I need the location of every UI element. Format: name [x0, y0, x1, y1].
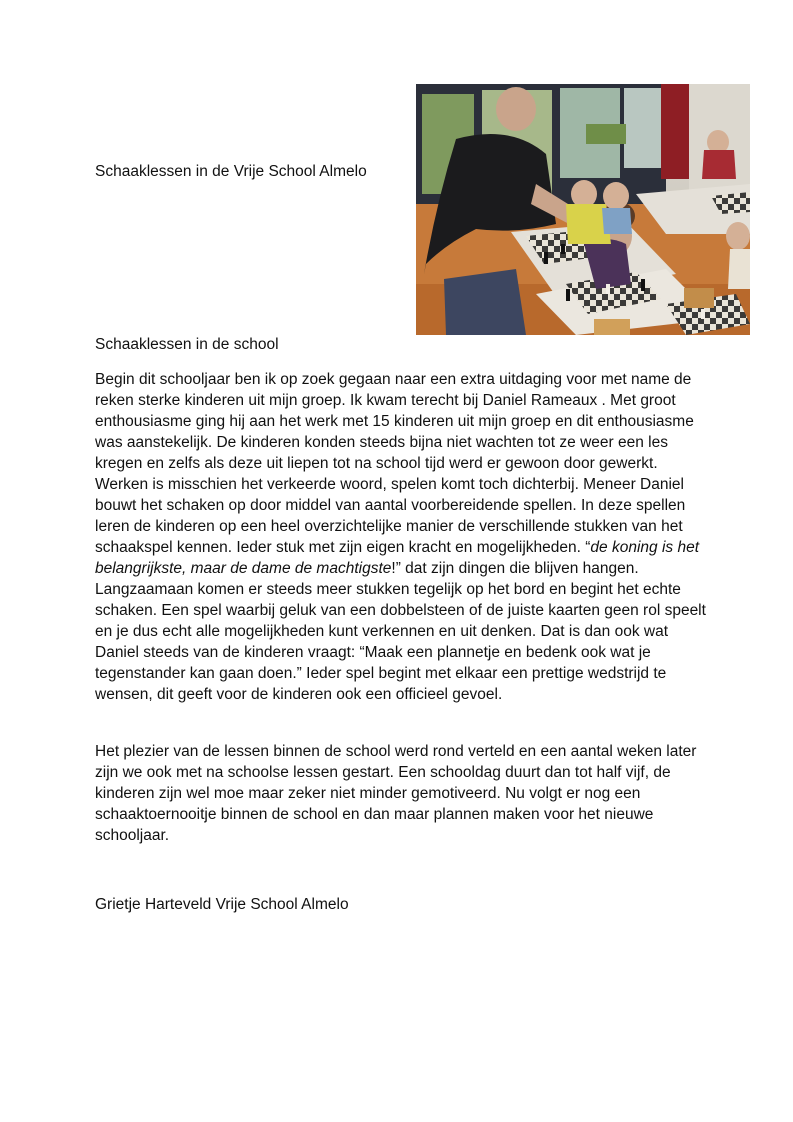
paragraph-1-text-start: Begin dit schooljaar ben ik op zoek gegaan naar een extra uitdaging voor met name de reken sterke kinderen uit mijn groep. Ik kwam terecht bij Daniel Rameaux . Met groot enthousiasme ging hij aan het werk met 15 kinderen uit mijn groep en dit enthousiasme was aanstekelijk. De kinderen konden steeds bijna niet wachten tot ze weer een les kregen en zelfs als deze uit liepen tot na school tijd werd er gewoon door gewerkt. Werken is misschien het verkeerde woord, spelen komt toch dichterbij. Meneer Daniel bouwt het schaken op door middel van aantal voorbereidende spellen. In deze spellen leren de kinderen op een heel overzichtelijke manier de verschillende stukken van het schaakspel kennen. Ieder stuk met zijn eigen kracht en mogelijkheden. “ [95, 371, 694, 556]
author-signature: Grietje Harteveld Vrije School Almelo [95, 896, 349, 913]
chess-lesson-photo [416, 84, 750, 335]
body-paragraph-2: Het plezier van de lessen binnen de school werd rond verteld en een aantal weken later zijn we ook met na schoolse lessen gestart. Een schooldag duurt dan tot half vijf, de kinderen zijn wel moe maar zeker niet minder gemotiveerd. Nu volgt er nog een schaaktoernooitje binnen de school en dan maar plannen maken voor het nieuwe schooljaar. [95, 743, 697, 844]
document-title: Schaaklessen in de Vrije School Almelo [95, 163, 367, 180]
quote-italic: de koning is het belangrijkste, maar de dame de machtigste [95, 539, 699, 577]
section-title: Schaaklessen in de school [95, 336, 279, 353]
body-paragraph-1 [95, 369, 715, 705]
paragraph-1-text-end: !” dat zijn dingen die blijven hangen. Langzaamaan komen er steeds meer stukken tegelijk op het bord en begint het echte schaken. Een spel waarbij geluk van een dobbelsteen of de juiste kaarten geen rol speelt en je dus echt alle mogelijkheden kunt verkennen en uit denken. Dat is dan ook wat Daniel steeds van de kinderen vraagt: “Maak een plannetje en bedenk ook wat je tegenstander kan gaan doen.” Ieder spel begint met elkaar een prettige wedstrijd te wensen, dit geeft voor de kinderen ook een officieel gevoel. [95, 560, 706, 703]
